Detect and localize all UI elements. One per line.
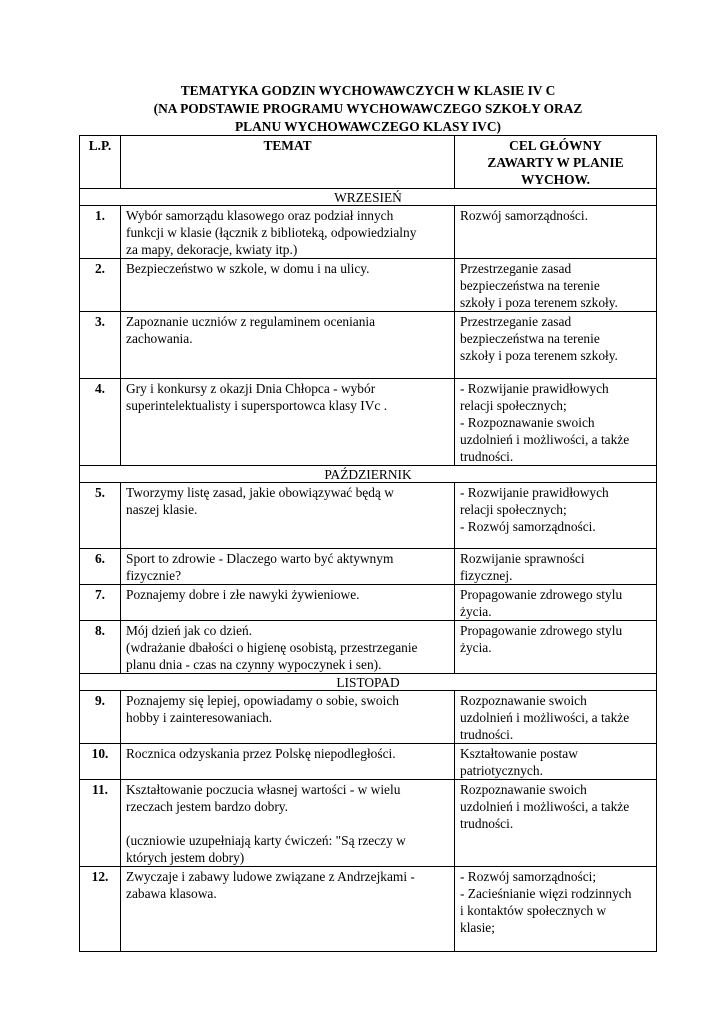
cel-line: i kontaktów społecznych w — [460, 903, 607, 918]
row-cel — [455, 483, 657, 549]
temat-line: Poznajemy dobre i złe nawyki żywieniowe. — [126, 587, 360, 602]
row-cel — [455, 621, 657, 674]
cel-line: Rozwój samorządności. — [460, 208, 588, 223]
temat-line: których jestem dobry) — [126, 850, 245, 865]
cel-line: fizycznej. — [460, 568, 513, 583]
row-cel — [455, 379, 657, 466]
plan-table — [79, 135, 657, 952]
cel-line: Rozpoznawanie swoich — [460, 693, 587, 708]
row-temat — [121, 549, 455, 585]
cel-line: Rozpoznawanie swoich — [460, 782, 587, 797]
header-cel-line-1: CEL GŁÓWNY — [509, 138, 602, 153]
title-line-2: (NA PODSTAWIE PROGRAMU WYCHOWAWCZEGO SZKOŁY ORAZ — [153, 101, 583, 116]
temat-line: naszej klasie. — [126, 502, 198, 517]
temat-line: funkcji w klasie (łącznik z biblioteką, odpowiedzialny — [126, 225, 417, 240]
temat-line: rzeczach jestem bardzo dobry. — [126, 799, 288, 814]
cel-line: - Rozwój samorządności; — [460, 869, 597, 884]
temat-line: Wybór samorządu klasowego oraz podział innych — [126, 208, 394, 223]
temat-line: Zapoznanie uczniów z regulaminem oceniania — [126, 314, 376, 329]
cel-line: bezpieczeństwa na terenie — [460, 331, 600, 346]
row-number: 7. — [80, 585, 121, 621]
temat-line: hobby i zainteresowaniach. — [126, 710, 273, 725]
temat-line: planu dnia - czas na czynny wypoczynek i sen). — [126, 657, 382, 672]
row-cel — [455, 549, 657, 585]
title-line-3: PLANU WYCHOWAWCZEGO KLASY IVC) — [235, 119, 501, 134]
cel-line: uzdolnień i możliwości, a także — [460, 432, 630, 447]
temat-line: Zwyczaje i zabawy ludowe związane z Andrzejkami - — [126, 869, 415, 884]
cel-line: bezpieczeństwa na terenie — [460, 278, 600, 293]
table-row — [80, 621, 657, 674]
header-cel-line-3: WYCHOW. — [520, 172, 591, 187]
cel-line: Kształtowanie postaw — [460, 746, 578, 761]
row-temat — [121, 483, 455, 549]
row-temat — [121, 312, 455, 379]
temat-line: zachowania. — [126, 331, 193, 346]
row-temat — [121, 206, 455, 259]
row-number: 6. — [80, 549, 121, 585]
document-title — [80, 82, 656, 136]
temat-line: Poznajemy się lepiej, opowiadamy o sobie, swoich — [126, 693, 399, 708]
cel-line: relacji społecznych; — [460, 502, 567, 517]
table-row — [80, 867, 657, 952]
row-number: 3. — [80, 312, 121, 379]
cel-line: - Rozwijanie prawidłowych — [460, 381, 609, 396]
header-cel-line-2: ZAWARTY W PLANIE — [487, 155, 624, 170]
table-row — [80, 259, 657, 312]
temat-line: fizycznie? — [126, 568, 182, 583]
month-row — [80, 466, 657, 483]
cel-line: uzdolnień i możliwości, a także — [460, 710, 630, 725]
row-temat — [121, 744, 455, 780]
header-temat: TEMAT — [121, 136, 455, 189]
cel-line: szkoły i poza terenem szkoły. — [460, 295, 618, 310]
row-cel — [455, 585, 657, 621]
row-cel — [455, 691, 657, 744]
temat-line: za mapy, dekoracje, kwiaty itp.) — [126, 242, 298, 257]
row-temat — [121, 259, 455, 312]
cel-line: szkoły i poza terenem szkoły. — [460, 348, 618, 363]
row-number: 11. — [80, 780, 121, 867]
row-number: 5. — [80, 483, 121, 549]
table-row — [80, 312, 657, 379]
header-row — [80, 136, 657, 189]
table-row — [80, 206, 657, 259]
table-row — [80, 585, 657, 621]
row-temat — [121, 691, 455, 744]
table-row — [80, 744, 657, 780]
row-cel — [455, 744, 657, 780]
temat-line: Rocznica odzyskania przez Polskę niepodległości. — [126, 746, 396, 761]
row-number: 9. — [80, 691, 121, 744]
temat-line: Bezpieczeństwo w szkole, w domu i na ulicy. — [126, 261, 370, 276]
month-label: WRZESIEŃ — [80, 189, 657, 206]
cel-line: trudności. — [460, 816, 514, 831]
month-row — [80, 189, 657, 206]
row-number: 8. — [80, 621, 121, 674]
cel-line: - Zacieśnianie więzi rodzinnych — [460, 886, 632, 901]
cel-line: Propagowanie zdrowego stylu — [460, 587, 623, 602]
temat-line: (uczniowie uzupełniają karty ćwiczeń: "Są rzeczy w — [126, 833, 406, 848]
cel-line: - Rozwijanie prawidłowych — [460, 485, 609, 500]
table-row — [80, 379, 657, 466]
month-label: LISTOPAD — [80, 674, 657, 691]
cel-line: klasie; — [460, 920, 495, 935]
row-temat — [121, 867, 455, 952]
table-row — [80, 780, 657, 867]
cel-line: - Rozwój samorządności. — [460, 519, 596, 534]
cel-line: życia. — [460, 604, 492, 619]
row-temat — [121, 379, 455, 466]
temat-line: Gry i konkursy z okazji Dnia Chłopca - wybór — [126, 381, 376, 396]
row-cel — [455, 259, 657, 312]
cel-line: uzdolnień i możliwości, a także — [460, 799, 630, 814]
cel-line: - Rozpoznawanie swoich — [460, 415, 595, 430]
cel-line: Przestrzeganie zasad — [460, 314, 572, 329]
row-cel — [455, 780, 657, 867]
header-cel — [455, 136, 657, 189]
row-cel — [455, 867, 657, 952]
temat-line: superintelektualisty i supersportowca klasy IVc . — [126, 398, 388, 413]
temat-line: Tworzymy listę zasad, jakie obowiązywać będą w — [126, 485, 394, 500]
table-row — [80, 549, 657, 585]
temat-line: zabawa klasowa. — [126, 886, 217, 901]
row-number: 4. — [80, 379, 121, 466]
row-cel — [455, 206, 657, 259]
cel-line: Propagowanie zdrowego stylu — [460, 623, 623, 638]
month-label: PAŹDZIERNIK — [80, 466, 657, 483]
row-temat — [121, 585, 455, 621]
cel-line: patriotycznych. — [460, 763, 543, 778]
cel-line: życia. — [460, 640, 492, 655]
row-number: 10. — [80, 744, 121, 780]
month-row — [80, 674, 657, 691]
cel-line: Przestrzeganie zasad — [460, 261, 572, 276]
cel-line: trudności. — [460, 727, 514, 742]
header-lp: L.P. — [80, 136, 121, 189]
temat-spacer — [126, 815, 449, 832]
row-cel — [455, 312, 657, 379]
temat-line: Sport to zdrowie - Dlaczego warto być aktywnym — [126, 551, 394, 566]
cel-line: Rozwijanie sprawności — [460, 551, 585, 566]
table-row — [80, 483, 657, 549]
row-temat — [121, 621, 455, 674]
cel-line: trudności. — [460, 449, 514, 464]
title-line-1: TEMATYKA GODZIN WYCHOWAWCZYCH W KLASIE IV C — [180, 83, 556, 98]
row-temat — [121, 780, 455, 867]
cel-line: relacji społecznych; — [460, 398, 567, 413]
temat-line: Mój dzień jak co dzień. — [126, 623, 253, 638]
row-number: 2. — [80, 259, 121, 312]
temat-line: (wdrażanie dbałości o higienę osobistą, przestrzeganie — [126, 640, 418, 655]
row-number: 12. — [80, 867, 121, 952]
table-row — [80, 691, 657, 744]
row-number: 1. — [80, 206, 121, 259]
temat-line: Kształtowanie poczucia własnej wartości - w wielu — [126, 782, 401, 797]
